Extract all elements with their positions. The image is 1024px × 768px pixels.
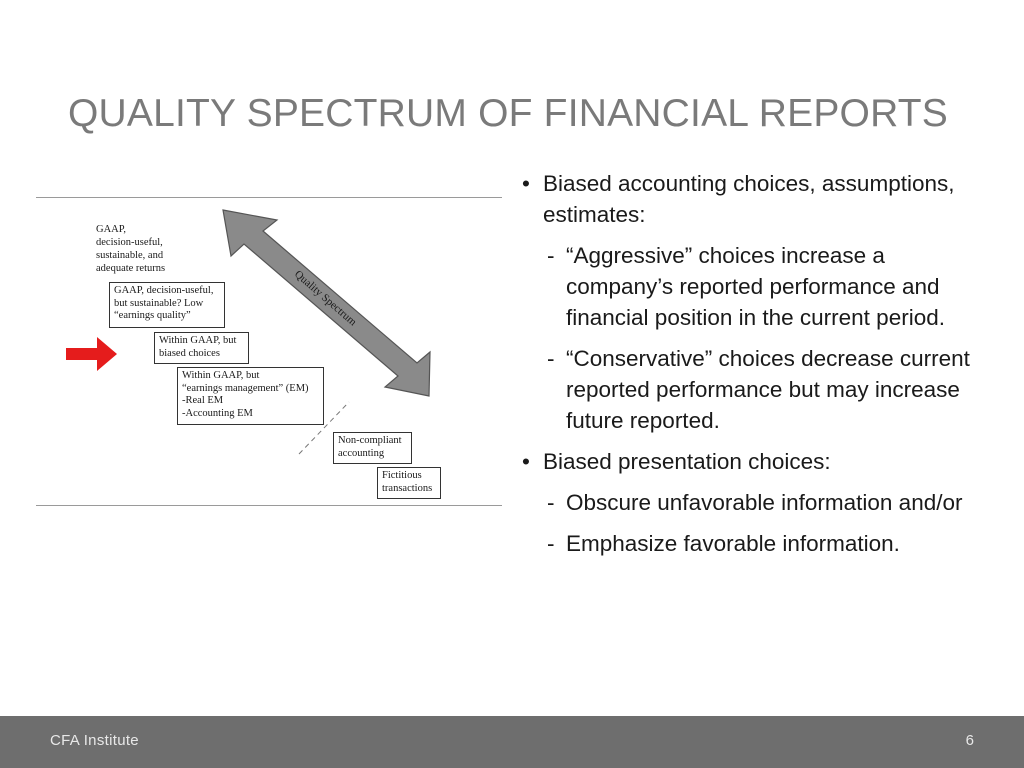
- slide-title: QUALITY SPECTRUM OF FINANCIAL REPORTS: [68, 92, 948, 135]
- box-fictitious: Fictitious transactions: [377, 467, 441, 499]
- sub-bullet-mark: -: [547, 346, 555, 371]
- sub-bullet-text: “Aggressive” choices increase a company’s reported performance and financial position in the current period.: [566, 243, 945, 330]
- box-earnings-management: Within GAAP, but “earnings management” (EM) -Real EM -Accounting EM: [177, 367, 324, 425]
- sub-bullet-mark: -: [547, 531, 555, 556]
- box-biased-choices: Within GAAP, but biased choices: [154, 332, 249, 364]
- sub-bullet-text: Emphasize favorable information.: [566, 531, 900, 556]
- sub-bullet-item: [520, 343, 990, 436]
- bullet-text: Biased presentation choices:: [543, 449, 831, 474]
- bullet-mark: •: [522, 449, 530, 474]
- quality-spectrum-figure: [36, 186, 504, 516]
- top-label: GAAP, decision-useful, sustainable, and adequate returns: [96, 224, 166, 274]
- sub-bullet-mark: -: [547, 243, 555, 268]
- bullet-item: [520, 446, 990, 477]
- page-number: 6: [965, 732, 974, 749]
- box-low-earnings-quality: GAAP, decision-useful, but sustainable? Low “earnings quality”: [109, 282, 225, 328]
- footer-org: CFA Institute: [50, 732, 139, 749]
- quality-spectrum-label: Quality Spectrum: [292, 268, 359, 329]
- sub-bullet-mark: -: [547, 490, 555, 515]
- sub-bullet-item: [520, 528, 990, 559]
- sub-bullet-item: [520, 487, 990, 518]
- bullet-list: [520, 168, 990, 569]
- box-non-compliant: Non-compliant accounting: [333, 432, 412, 464]
- bullet-item: [520, 168, 990, 230]
- bullet-text: Biased accounting choices, assumptions, estimates:: [543, 171, 955, 227]
- sub-bullet-item: [520, 240, 990, 333]
- sub-bullet-text: “Conservative” choices decrease current reported performance but may increase future reported.: [566, 346, 970, 433]
- sub-bullet-text: Obscure unfavorable information and/or: [566, 490, 963, 515]
- pointer-arrow-icon: [66, 337, 118, 371]
- bullet-mark: •: [522, 171, 530, 196]
- footer-bar: [0, 716, 1024, 768]
